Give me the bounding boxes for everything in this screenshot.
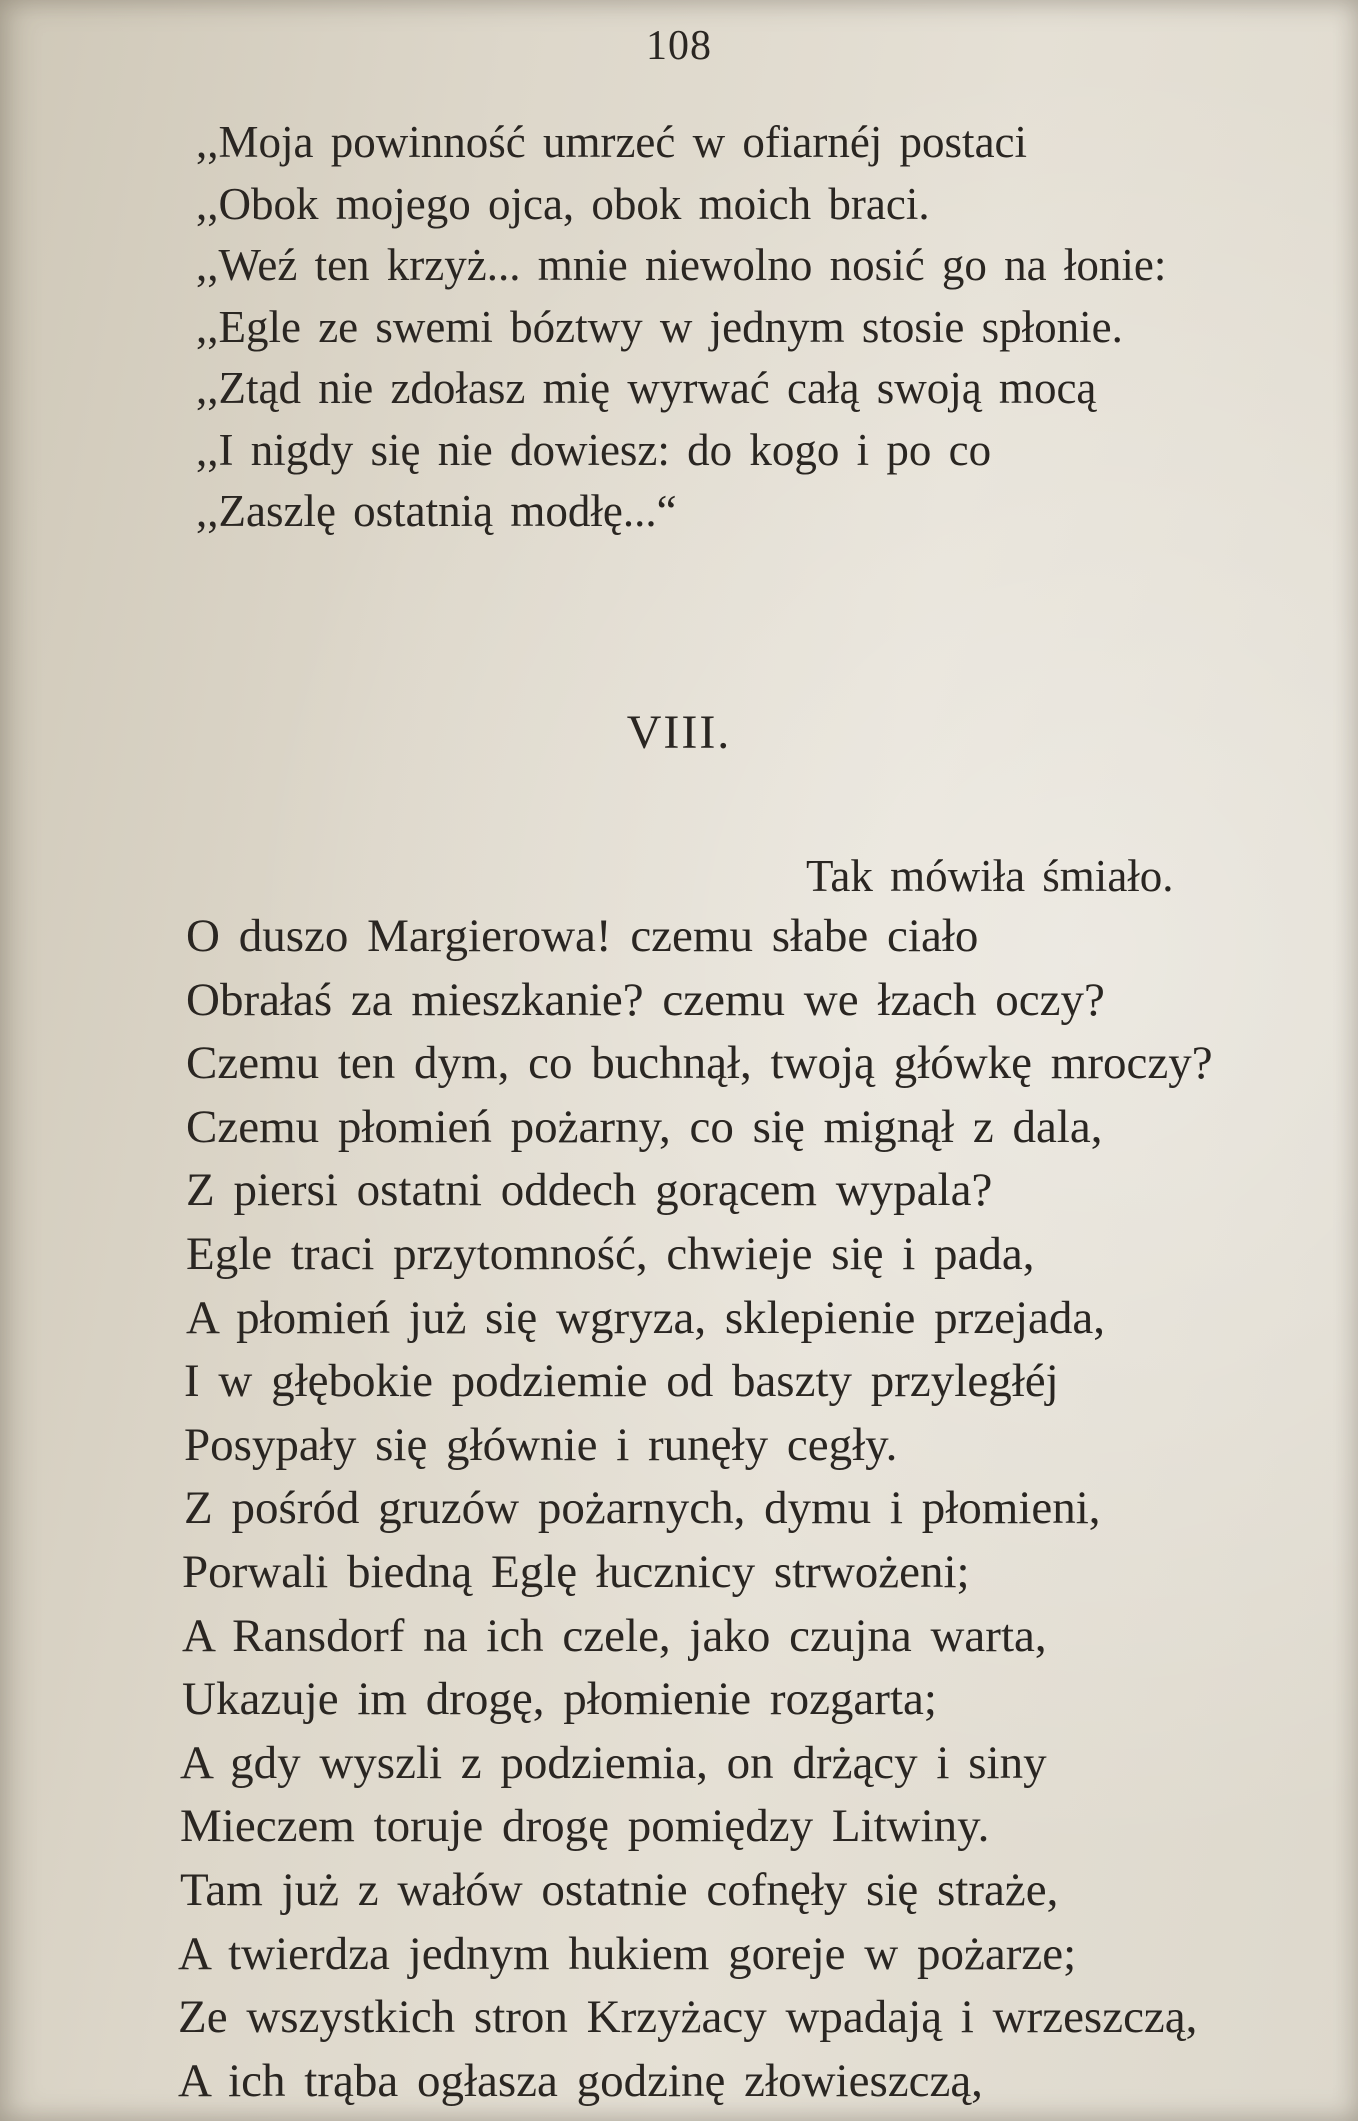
verse-line: Czemu ten dym, co buchnął, twoją główkę mroczy? (186, 1037, 1213, 1090)
opening-line: Tak mówiła śmiało. (806, 851, 1174, 901)
verse-line: ,,Egle ze swemi bóztwy w jednym stosie spłonie. (196, 301, 1123, 352)
verse-line: Z pośród gruzów pożarnych, dymu i płomieni, (184, 1482, 1101, 1535)
section-heading: VIII. (626, 706, 732, 759)
verse-line: Posypały się głównie i runęły cegły. (184, 1418, 898, 1471)
verse-line: I w głębokie podziemie od baszty przyległéj (184, 1355, 1059, 1408)
verse-line: A twierdza jednym hukiem goreje w pożarze; (178, 1927, 1077, 1980)
verse-line: Obrałaś za mieszkanie? czemu we łzach oczy? (186, 973, 1105, 1026)
verse-line: Czemu płomień pożarny, co się mignął z dala, (186, 1100, 1103, 1153)
main-stanza (178, 905, 1213, 2113)
verse-line: Tam już z wałów ostatnie cofnęły się straże, (180, 1863, 1059, 1916)
verse-line: A ich trąba ogłasza godzinę złowieszczą, (178, 2054, 983, 2107)
verse-line: ,,Zaszlę ostatnią modłę...“ (196, 486, 677, 536)
verse-line: Egle traci przytomność, chwieje się i pada, (186, 1227, 1035, 1280)
verse-line: Z piersi ostatni oddech gorącem wypala? (186, 1164, 993, 1217)
verse-line: ,,Ztąd nie zdołasz mię wyrwać całą swoją mocą (196, 363, 1097, 413)
verse-line: ,,Obok mojego ojca, obok moich braci. (196, 178, 930, 229)
verse-line: A gdy wyszli z podziemia, on drżący i siny (180, 1736, 1047, 1789)
verse-line: ,,I nigdy się nie dowiesz: do kogo i po co (196, 424, 992, 475)
verse-line: A Ransdorf na ich czele, jako czujna warta, (182, 1609, 1047, 1662)
verse-line: A płomień już się wgryza, sklepienie przejada, (186, 1291, 1106, 1344)
verse-line: Mieczem toruje drogę pomiędzy Litwiny. (180, 1800, 990, 1853)
verse-line: ,,Moja powinność umrzeć w ofiarnéj postaci (196, 117, 1028, 167)
page-number: 108 (646, 23, 712, 69)
verse-line: O duszo Margierowa! czemu słabe ciało (186, 910, 979, 962)
verse-line: Ukazuje im drogę, płomienie rozgarta; (182, 1673, 937, 1726)
verse-line: Porwali biedną Eglę łucznicy strwożeni; (182, 1545, 970, 1598)
verse-line: Ze wszystkich stron Krzyżacy wpadają i wrzeszczą, (178, 1991, 1198, 2044)
quoted-stanza (196, 112, 1166, 543)
verse-line: ,,Weź ten krzyż... mnie niewolno nosić go na łonie: (196, 240, 1167, 290)
